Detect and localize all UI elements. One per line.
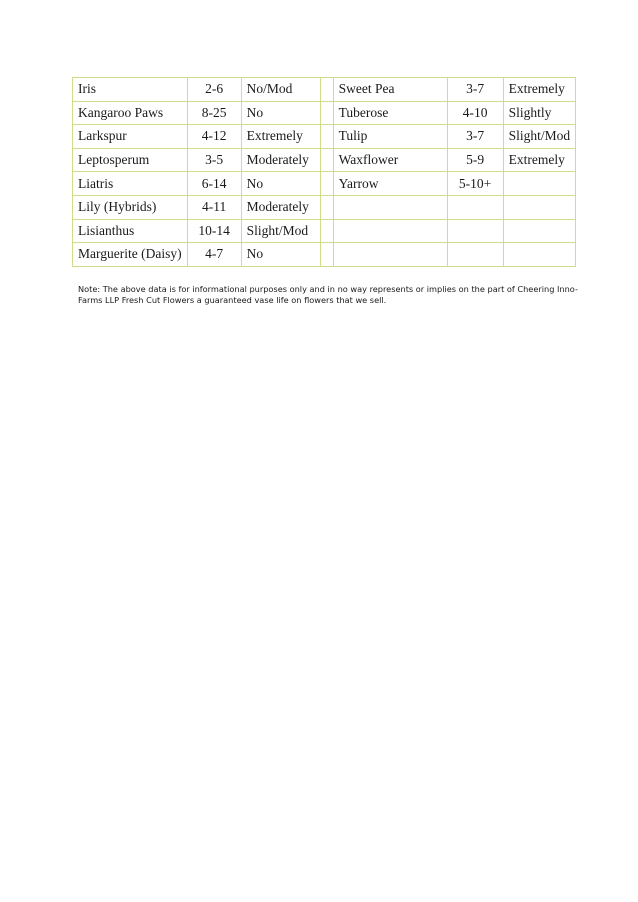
vase-life-days-cell: 3-7 xyxy=(447,78,503,102)
vase-life-days-cell: 6-14 xyxy=(187,172,241,196)
flower-name-cell: Liatris xyxy=(73,172,188,196)
flower-name-cell: Yarrow xyxy=(333,172,447,196)
table-row xyxy=(73,101,576,125)
vase-life-days-cell: 4-7 xyxy=(187,243,241,267)
table-row xyxy=(73,125,576,149)
vase-life-days-cell: 5-9 xyxy=(447,148,503,172)
flower-name-cell: Lily (Hybrids) xyxy=(73,195,188,219)
column-gap-cell xyxy=(320,219,333,243)
flower-name-cell xyxy=(333,219,447,243)
flower-name-cell: Leptosperum xyxy=(73,148,188,172)
table-row xyxy=(73,78,576,102)
table-row xyxy=(73,243,576,267)
table-row xyxy=(73,219,576,243)
vase-life-days-cell: 4-10 xyxy=(447,101,503,125)
disclaimer-note: Note: The above data is for informational purposes only and in no way represents or implies on the part of Cheering Inno-Farms LLP Fresh Cut Flowers a guaranteed vase life on flowers that we sell. xyxy=(78,284,578,305)
vase-life-table xyxy=(72,77,576,267)
ethylene-sensitivity-cell xyxy=(503,243,576,267)
ethylene-sensitivity-cell: Extremely xyxy=(503,148,576,172)
ethylene-sensitivity-cell: Slight/Mod xyxy=(241,219,320,243)
ethylene-sensitivity-cell: Slightly xyxy=(503,101,576,125)
ethylene-sensitivity-cell xyxy=(503,195,576,219)
table-row xyxy=(73,148,576,172)
column-gap-cell xyxy=(320,78,333,102)
column-gap-cell xyxy=(320,243,333,267)
column-gap-cell xyxy=(320,195,333,219)
flower-name-cell: Waxflower xyxy=(333,148,447,172)
vase-life-days-cell: 8-25 xyxy=(187,101,241,125)
vase-life-days-cell: 3-5 xyxy=(187,148,241,172)
flower-name-cell: Sweet Pea xyxy=(333,78,447,102)
vase-life-days-cell xyxy=(447,243,503,267)
flower-name-cell: Larkspur xyxy=(73,125,188,149)
vase-life-days-cell: 10-14 xyxy=(187,219,241,243)
flower-name-cell xyxy=(333,195,447,219)
ethylene-sensitivity-cell: No xyxy=(241,172,320,196)
ethylene-sensitivity-cell: Extremely xyxy=(503,78,576,102)
ethylene-sensitivity-cell xyxy=(503,219,576,243)
flower-name-cell: Lisianthus xyxy=(73,219,188,243)
vase-life-days-cell: 2-6 xyxy=(187,78,241,102)
table-row xyxy=(73,195,576,219)
vase-life-days-cell: 4-12 xyxy=(187,125,241,149)
ethylene-sensitivity-cell: Extremely xyxy=(241,125,320,149)
flower-name-cell: Marguerite (Daisy) xyxy=(73,243,188,267)
vase-life-days-cell: 5-10+ xyxy=(447,172,503,196)
ethylene-sensitivity-cell: No xyxy=(241,243,320,267)
column-gap-cell xyxy=(320,148,333,172)
flower-name-cell xyxy=(333,243,447,267)
ethylene-sensitivity-cell: Moderately xyxy=(241,148,320,172)
ethylene-sensitivity-cell xyxy=(503,172,576,196)
flower-name-cell: Iris xyxy=(73,78,188,102)
flower-name-cell: Tuberose xyxy=(333,101,447,125)
column-gap-cell xyxy=(320,125,333,149)
flower-name-cell: Tulip xyxy=(333,125,447,149)
vase-life-days-cell: 4-11 xyxy=(187,195,241,219)
column-gap-cell xyxy=(320,101,333,125)
column-gap-cell xyxy=(320,172,333,196)
table-row xyxy=(73,172,576,196)
ethylene-sensitivity-cell: Moderately xyxy=(241,195,320,219)
flower-name-cell: Kangaroo Paws xyxy=(73,101,188,125)
vase-life-days-cell xyxy=(447,195,503,219)
ethylene-sensitivity-cell: No/Mod xyxy=(241,78,320,102)
ethylene-sensitivity-cell: No xyxy=(241,101,320,125)
ethylene-sensitivity-cell: Slight/Mod xyxy=(503,125,576,149)
vase-life-days-cell xyxy=(447,219,503,243)
vase-life-days-cell: 3-7 xyxy=(447,125,503,149)
